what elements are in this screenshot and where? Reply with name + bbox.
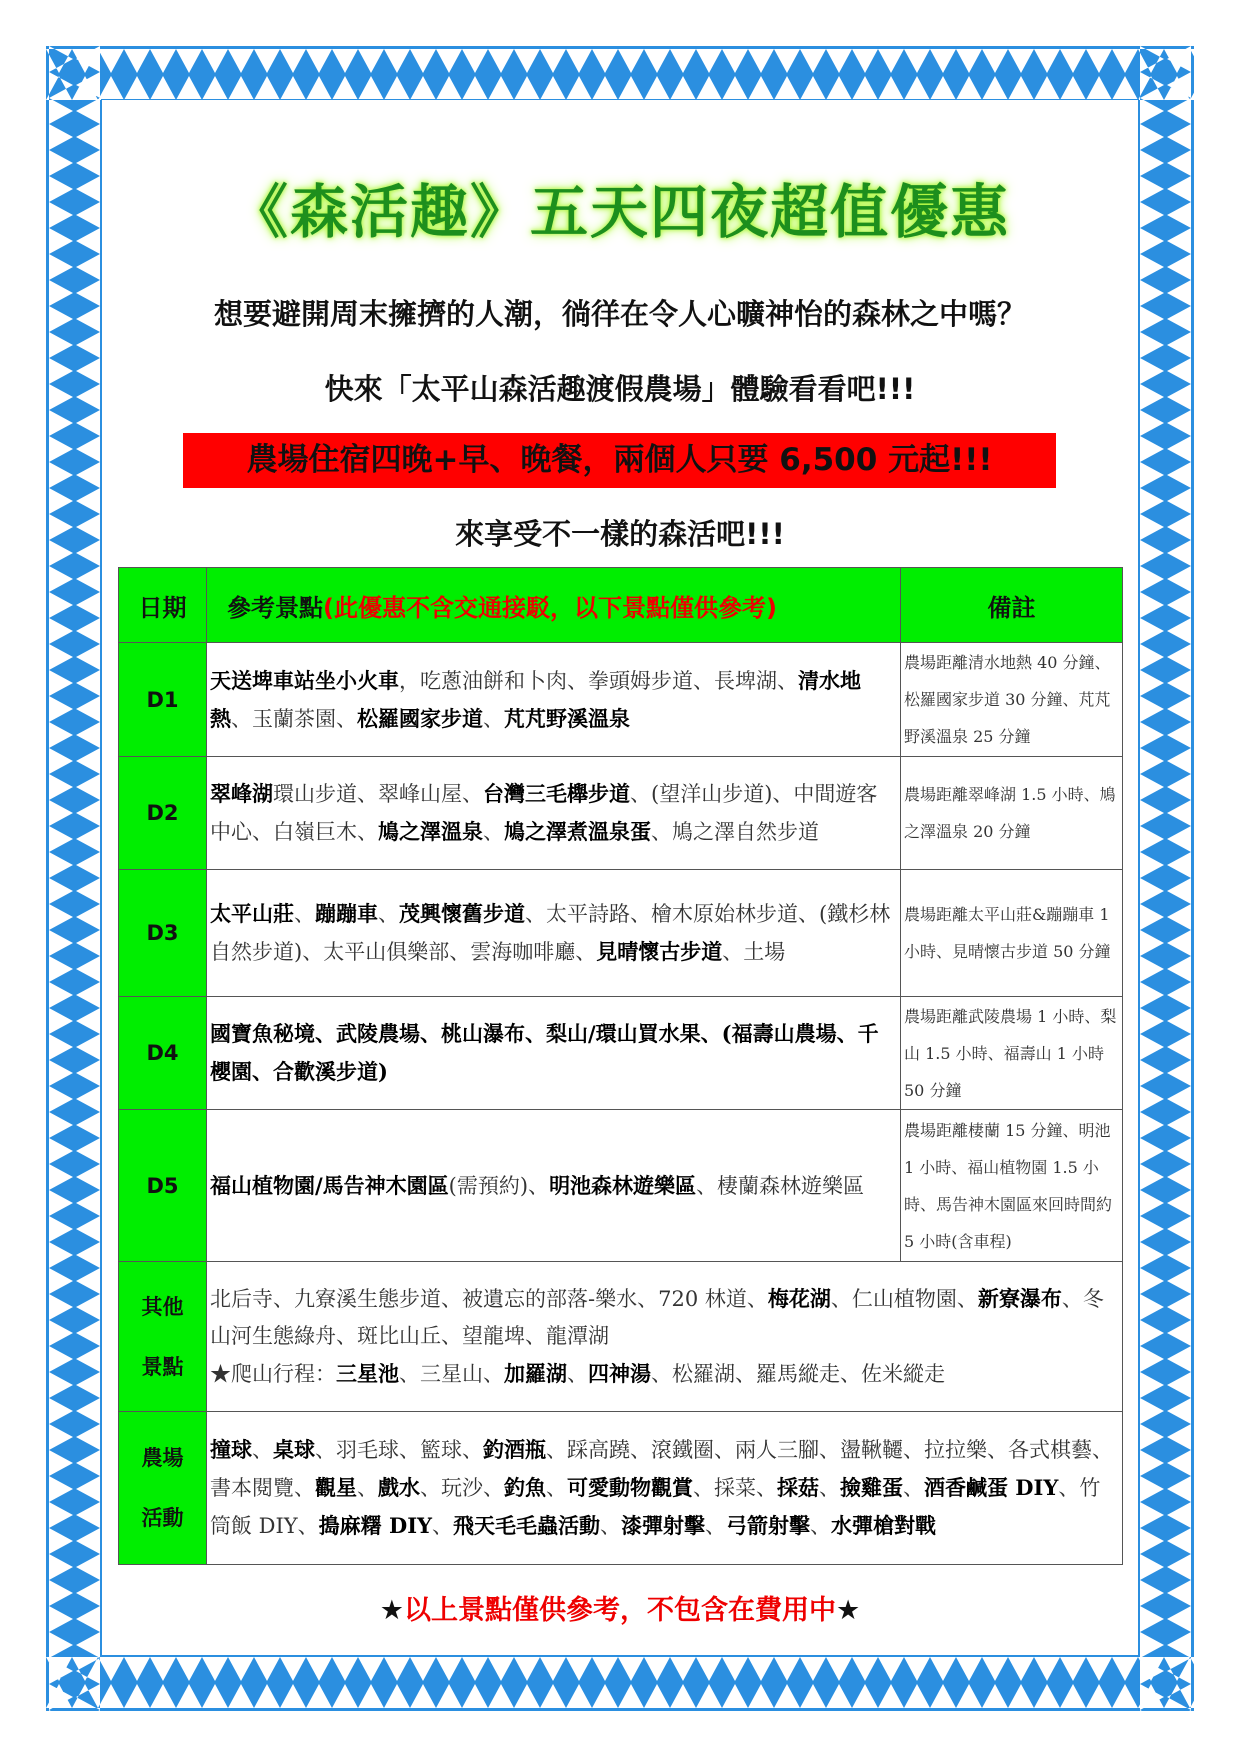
spot-text: 、採菜、 [693,1476,777,1500]
star-icon: ★ [836,1595,861,1626]
spot-text: 、竹筒飯 DIY、 [210,1476,1101,1538]
spot-text: 、 [357,1476,378,1500]
spot-text: 、鳩之澤自然步道 [651,820,819,844]
spot-text: 、玉蘭茶園、 [231,706,357,731]
spot-text: 、 [378,902,399,926]
spot-text: 、太平詩路、檜木原始林步道、(鐵杉林自然步道)、太平山俱樂部、雲海咖啡廳、 [210,902,891,964]
spots-cell [207,870,901,997]
spot-text: 、冬山河生態綠舟、斑比山丘、望龍埤、龍潭湖 [210,1287,1104,1348]
other-hike [210,1355,1119,1393]
highlighted-spot: 松羅國家步道 [357,705,483,731]
highlighted-spot: 梅花湖 [767,1286,831,1311]
spot-text: 、 [903,1476,924,1500]
highlighted-spot: 鳩之澤煮溫泉蛋 [504,819,651,844]
highlighted-spot: 三星池 [336,1361,399,1386]
spot-text: 、 [252,1438,273,1462]
highlighted-spot: 撿雞蛋 [840,1475,903,1500]
other-label-cell [119,1262,207,1412]
table-row-other [119,1262,1123,1412]
highlighted-spot: 飛天毛毛蟲活動 [453,1513,601,1538]
spot-text: 、 [705,1514,727,1538]
spots-cell [207,643,901,757]
note-cell: 農場距離武陵農場 1 小時、梨山 1.5 小時、福壽山 1 小時 50 分鐘 [901,997,1123,1110]
table-row-farm [119,1412,1123,1565]
spot-text: (需預約)、 [448,1173,550,1198]
spot-text: 、(望洋山步道)、中間遊客中心、白嶺巨木、 [210,782,878,844]
other-label-2: 景點 [141,1354,184,1379]
spot-text: 、 [819,1476,840,1500]
table-row [119,1110,1123,1262]
highlighted-spot: 可愛動物觀賞 [567,1475,693,1500]
highlighted-spot: 戲水 [378,1475,420,1500]
highlighted-spot: 明池森林遊樂區 [549,1172,697,1198]
highlighted-spot: 水彈槍對戰 [831,1513,937,1538]
spot-text: 、 [600,1514,622,1538]
table-header-row [119,568,1123,643]
highlighted-spot: 加羅湖 [504,1361,567,1386]
highlighted-spot: 台灣三毛櫸步道 [483,781,630,806]
note-cell: 農場距離棲蘭 15 分鐘、明池 1 小時、福山植物園 1.5 小時、馬告神木園區來回時間約 5 小時(含車程) [901,1110,1123,1262]
spot-text: 、仁山植物園、 [830,1287,978,1311]
highlighted-spot: 鳩之澤溫泉 [378,819,483,844]
footer-disclaimer [102,1588,1138,1627]
highlighted-spot: 釣魚 [504,1475,546,1500]
table-row [119,870,1123,997]
intro-invite: 快來「太平山森活趣渡假農場」體驗看看吧!!! [324,372,916,406]
header-note: 備註 [901,568,1123,643]
table-row [119,757,1123,870]
spots-cell [207,997,901,1110]
day-cell: D1 [119,643,207,757]
highlighted-spot: 福山植物園/馬告神木園區 [210,1172,449,1198]
highlighted-spot: 茂興懷舊步道 [399,901,525,926]
spot-text: 、 [294,902,315,926]
other-label-1: 其他 [141,1294,184,1319]
other-spots-cell [207,1262,1123,1412]
spot-text: 、踩高蹺、滾鐵圈、兩人三腳、盪鞦韆、拉拉樂、各式棋藝、書本閱覽、 [210,1438,1113,1500]
itinerary-table [118,567,1123,1565]
intro-question: 想要避開周末擁擠的人潮，徜徉在令人心曠神怡的森林之中嗎？ [213,297,1026,331]
highlighted-spot: 桌球 [273,1437,315,1462]
highlighted-spot: 太平山莊 [210,901,294,926]
day-cell: D2 [119,757,207,870]
highlighted-spot: 漆彈射擊 [621,1513,706,1538]
header-date: 日期 [119,568,207,643]
highlighted-spot: 清水地熱 [210,667,861,731]
farm-label-1: 農場 [141,1446,184,1470]
highlighted-spot: 撞球 [210,1437,252,1462]
day-cell: D4 [119,997,207,1110]
note-cell: 農場距離翠峰湖 1.5 小時、鳩之澤溫泉 20 分鐘 [901,757,1123,870]
highlighted-spot: 芃芃野溪溫泉 [504,705,630,731]
note-cell: 農場距離太平山莊&蹦蹦車 1 小時、見晴懷古步道 50 分鐘 [901,870,1123,997]
spot-text: 、玩沙、 [420,1476,504,1500]
highlighted-spot: 釣酒瓶 [483,1437,546,1462]
spot-text: 、羽毛球、籃球、 [315,1438,483,1462]
spot-text: 、 [483,706,504,731]
highlighted-spot: 見晴懷古步道 [596,939,723,964]
other-spots [210,1280,1119,1355]
header-spots [207,568,901,643]
spot-text: 、 [546,1476,567,1500]
spot-text: 、 [483,820,504,844]
spot-text: ★爬山行程： [210,1362,336,1386]
note-cell: 農場距離清水地熱 40 分鐘、松羅國家步道 30 分鐘、芃芃野溪溫泉 25 分鐘 [901,643,1123,757]
farm-activities-cell [207,1412,1123,1565]
spot-text: 、 [432,1514,454,1538]
day-cell: D3 [119,870,207,997]
intro-tagline: 來享受不一樣的森活吧!!! [455,517,785,551]
header-spots-label: 參考景點 [227,593,323,622]
promo-banner: 農場住宿四晚+早、晚餐，兩個人只要 6,500 元起!!! [183,433,1056,488]
highlighted-spot: 翠峰湖 [210,781,273,806]
header-spots-disclaimer: (此優惠不含交通接駁，以下景點僅供參考) [323,593,777,622]
highlighted-spot: 弓箭射擊 [726,1513,811,1538]
highlighted-spot: 酒香鹹蛋 DIY [924,1475,1059,1500]
highlighted-spot: 國寶魚秘境、武陵農場、桃山瀑布、梨山/環山買水果、(福壽山農場、千櫻園、合歡溪步道) [210,1021,879,1084]
farm-label-2: 活動 [141,1506,184,1530]
spot-text: 北后寺、九寮溪生態步道、被遺忘的部落-樂水、720 林道、 [210,1287,768,1311]
highlighted-spot: 天送埤車站坐小火車 [210,667,399,693]
highlighted-spot: 採菇 [777,1475,819,1500]
star-icon: ★ [379,1595,404,1626]
table-row [119,997,1123,1110]
footer-text: 以上景點僅供參考，不包含在費用中 [404,1595,836,1626]
highlighted-spot: 新寮瀑布 [977,1286,1062,1311]
spot-text: 、三星山、 [399,1362,504,1386]
highlighted-spot: 觀星 [315,1475,357,1500]
spot-text: 、土場 [722,940,786,964]
spot-text: 、 [567,1362,588,1386]
spot-text: 、 [810,1514,832,1538]
spot-text: 、松羅湖、羅馬縱走、佐米縱走 [651,1362,945,1386]
farm-label-cell [119,1412,207,1565]
spots-cell [207,757,901,870]
highlighted-spot: 四神湯 [588,1361,651,1386]
day-cell: D5 [119,1110,207,1262]
table-row [119,643,1123,757]
spot-text: ，吃蔥油餅和卜肉、拳頭姆步道、長埤湖、 [399,668,798,693]
spot-text: 環山步道、翠峰山屋、 [273,782,483,806]
highlighted-spot: 蹦蹦車 [315,901,378,926]
spots-cell [207,1110,901,1262]
highlighted-spot: 搗麻糬 DIY [318,1513,433,1538]
spot-text: 、棲蘭森林遊樂區 [696,1173,865,1198]
page-title: 《森活趣》五天四夜超值優惠 [229,178,1010,246]
